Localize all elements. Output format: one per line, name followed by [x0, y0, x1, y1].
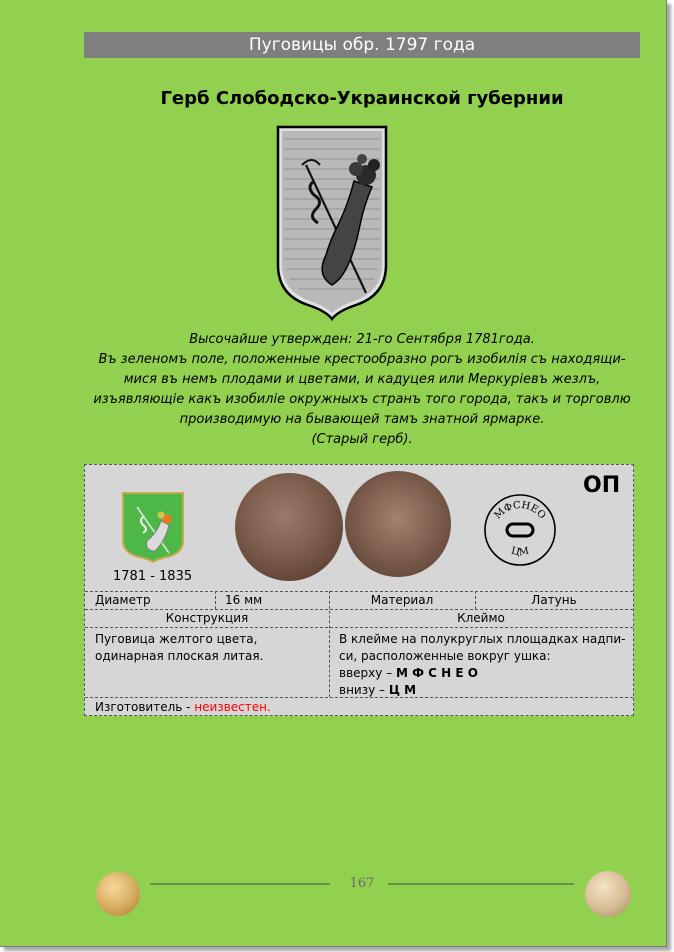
years-label: 1781 - 1835 — [113, 569, 193, 584]
table-divider — [85, 627, 633, 628]
construction-text: Пуговица желтого цвета, одинарная плоская литая. — [95, 632, 264, 663]
button-back-photo — [345, 471, 451, 577]
material-value: Латунь — [531, 593, 577, 607]
stamp-bottom-value: Ц М — [388, 683, 417, 697]
page-number: 167 — [349, 876, 375, 891]
svg-text:ЦМ — [510, 546, 530, 559]
stamp-top-prefix: вверху – — [339, 666, 396, 680]
description-line: производимую на бывающей тамъ знатной ярмарке. — [179, 412, 545, 427]
stamp-drawing-icon — [483, 493, 557, 567]
page-header: Пуговицы обр. 1797 года — [84, 32, 640, 58]
footer-line — [150, 883, 330, 885]
stamp-bottom-text: ЦМ — [509, 545, 530, 559]
button-info-table — [84, 464, 634, 716]
footer-button-left-icon — [96, 872, 140, 916]
description-line: мися въ немъ плодами и цветами, и кадуцея или Меркуріевъ жезлъ, — [123, 372, 601, 387]
stamp-label: Клеймо — [457, 611, 505, 625]
description-line: Въ зеленомъ поле, положенные крестообразно рогъ изобилія съ находящи- — [98, 352, 626, 367]
description-line: (Старый герб). — [311, 432, 413, 447]
stamp-top-value: М Ф С Н Е О — [395, 666, 478, 680]
stamp-top-line — [339, 665, 629, 682]
diameter-value: 16 мм — [225, 593, 263, 607]
stamp-bottom-line — [339, 682, 629, 699]
coat-of-arms-image — [276, 125, 388, 321]
stamp-intro: В клейме на полукруглых площадках надпи-си, расположенные вокруг ушка: — [339, 632, 626, 663]
description-line: Высочайше утвержден: 21-го Сентября 1781года. — [189, 332, 535, 347]
table-divider — [215, 591, 216, 609]
button-front-photo — [235, 473, 343, 581]
material-label: Материал — [370, 593, 434, 607]
description-line: изъявляющіе какъ изобиліе окружныхъ странъ того города, такъ и торговлю — [93, 392, 631, 407]
footer-line — [388, 883, 574, 885]
maker-value: неизвестен. — [194, 700, 271, 714]
stamp-bottom-prefix: внизу – — [339, 683, 389, 697]
mini-coat-of-arms-icon — [121, 491, 185, 563]
maker-line — [95, 699, 271, 716]
svg-text:МФСНЕО — [492, 500, 547, 522]
stamp-top-text: МФСНЕО — [492, 499, 548, 522]
maker-label: Изготовитель - — [95, 700, 195, 714]
stamp-description — [339, 631, 629, 699]
footer-button-right-icon — [585, 871, 631, 917]
op-mark: ОП — [583, 473, 621, 498]
construction-label: Конструкция — [165, 611, 249, 625]
section-title: Герб Слободско-Украинской губернии — [160, 88, 564, 109]
diameter-label: Диаметр — [95, 593, 151, 607]
coat-of-arms-description — [84, 330, 640, 450]
